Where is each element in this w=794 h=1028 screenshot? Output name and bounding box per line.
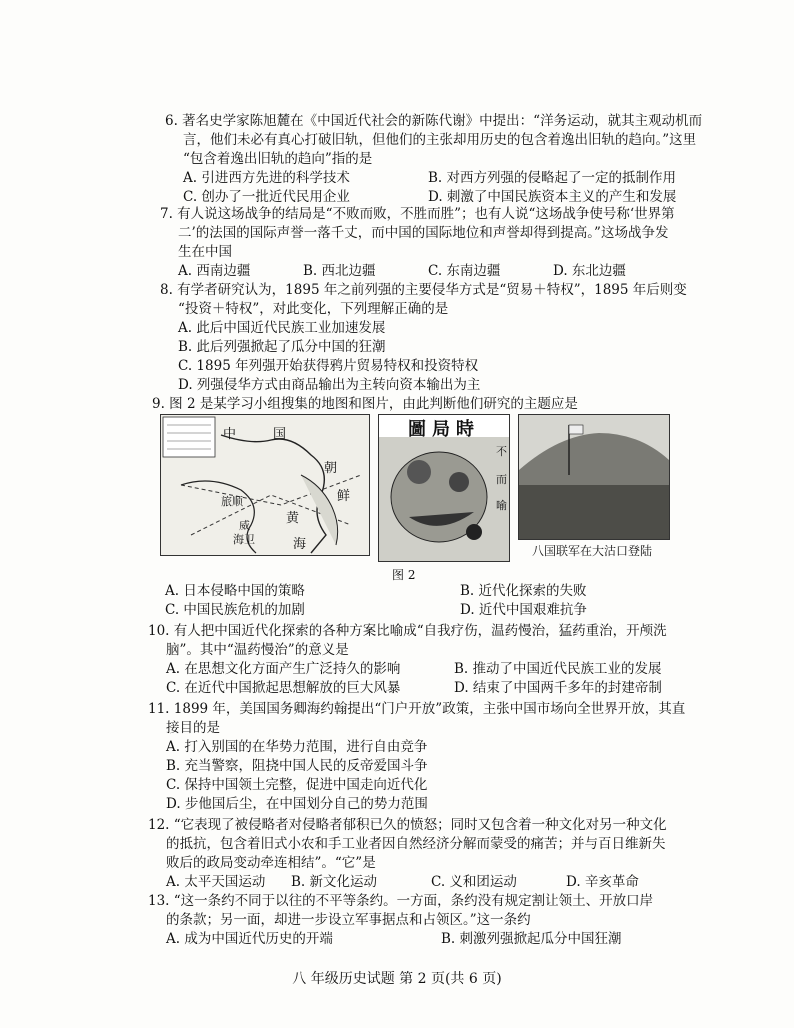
- cartoon-drawing: [379, 437, 509, 561]
- option-d: D. 近代中国艰难抗争: [460, 602, 587, 618]
- question-stem-line: 9. 图 2 是某学习小组搜集的地图和图片，由此判断他们研究的主题应是: [152, 396, 578, 412]
- option-d: D. 东北边疆: [553, 263, 626, 279]
- options: [165, 169, 725, 207]
- option-c: C. 创办了一批近代民用企业: [183, 189, 350, 205]
- question-stem-line: 的抵抗，包含着旧式小农和手工业者因自然经济分解而蒙受的痛苦；并与百日维新失: [166, 836, 666, 852]
- option-d: D. 列强侵华方式由商品输出为主转向资本输出为主: [178, 377, 481, 393]
- options: [165, 582, 725, 620]
- photo-drawing: [519, 415, 669, 539]
- options: [160, 262, 678, 281]
- map-image: [160, 414, 370, 556]
- option-a: A. 打入别国的在华势力范围，进行自由竞争: [166, 739, 428, 755]
- map-label: 国: [273, 427, 287, 442]
- option-c: C. 在近代中国掀起思想解放的巨大风暴: [166, 680, 401, 696]
- option-d: D. 步他国后尘，在中国划分自己的势力范围: [166, 796, 428, 812]
- question-stem-line: 12. “它表现了被侵略者对侵略者郁积已久的愤怒；同时又包含着一种文化对另一种文化: [148, 817, 667, 833]
- question-8: [160, 281, 725, 395]
- option-b: B. 此后列强掀起了瓜分中国的狂潮: [178, 339, 386, 355]
- option-a: A. 引进西方先进的科学技术: [183, 170, 350, 186]
- photo-image: [518, 414, 670, 540]
- question-stem-line: 7. 有人说这场战争的结局是“不败而败，不胜而胜”；也有人说“这场战争使号称‘世界第: [160, 206, 675, 222]
- question-stem-line: 生在中国: [178, 244, 232, 260]
- option-a: A. 此后中国近代民族工业加速发展: [178, 320, 386, 336]
- option-b: B. 充当警察，阻挠中国人民的反帝爱国斗争: [166, 758, 428, 774]
- option-a: A. 成为中国近代历史的开端: [166, 931, 333, 947]
- option-b: B. 推动了中国近代民族工业的发展: [454, 661, 662, 677]
- option-d: D. 结束了中国两千多年的封建帝制: [454, 680, 662, 696]
- question-stem-line: 言，他们未必有真心打破旧轨，但他们的主张却用历史的包含着逸出旧轨的趋向。”这里: [183, 132, 697, 148]
- cartoon-side-text: 而: [496, 473, 507, 486]
- question-stem-line: 13. “这一条约不同于以往的不平等条约。一方面，条约没有规定割让领土、开放口岸: [148, 893, 654, 909]
- cartoon-side-text: 喻: [496, 499, 507, 512]
- option-c: C. 1895 年列强开始获得鸦片贸易特权和投资特权: [178, 358, 479, 374]
- option-b: B. 西北边疆: [303, 263, 376, 279]
- map-label: 中: [223, 427, 237, 442]
- map-label: 黄: [286, 511, 300, 526]
- map-label: 海: [293, 537, 307, 552]
- option-d: D. 辛亥革命: [566, 874, 639, 890]
- option-c: C. 中国民族危机的加剧: [165, 602, 305, 618]
- option-c: C. 保持中国领土完整，促进中国走向近代化: [166, 777, 428, 793]
- option-a: A. 太平天国运动: [166, 874, 266, 890]
- options: [148, 873, 706, 892]
- question-stem-line: 脑”。其中“温药慢治”的意义是: [166, 642, 349, 658]
- question-stem-line: “包含着逸出旧轨的趋向”指的是: [183, 151, 373, 167]
- option-a: A. 在思想文化方面产生广泛持久的影响: [166, 661, 401, 677]
- option-d: D. 刺激了中国民族资本主义的产生和发展: [428, 189, 677, 205]
- figure-label: 图 2: [392, 568, 416, 582]
- map-label: 朝: [324, 461, 338, 476]
- question-stem-line: “投资＋特权”，对此变化，下列理解正确的是: [178, 301, 449, 317]
- question-stem-line: 接目的是: [166, 720, 220, 736]
- map-label: 威: [239, 519, 250, 532]
- option-c: C. 东南边疆: [428, 263, 501, 279]
- options: [148, 660, 728, 698]
- question-10: [148, 622, 728, 698]
- photo-caption: 八国联军在大沽口登陆: [532, 544, 653, 558]
- option-b: B. 新文化运动: [291, 874, 378, 890]
- options: [148, 930, 728, 949]
- question-stem-line: 8. 有学者研究认为，1895 年之前列强的主要侵华方式是“贸易＋特权”，1895 年后则变: [160, 282, 687, 298]
- map-label: 鲜: [337, 489, 351, 504]
- question-9-options: [165, 582, 725, 620]
- map-label: 旅顺: [221, 495, 243, 508]
- option-a: A. 日本侵略中国的策略: [165, 583, 305, 599]
- map-label: 海卫: [233, 533, 255, 546]
- question-stem-line: 败后的政局变动牵连相结”。“它”是: [166, 855, 376, 871]
- cartoon-side-text: 不: [496, 445, 507, 458]
- question-11: [148, 700, 728, 814]
- figure-2: [160, 414, 668, 564]
- option-a: A. 西南边疆: [178, 263, 251, 279]
- question-9: [152, 395, 722, 414]
- question-12: [148, 816, 728, 892]
- option-b: B. 刺激列强掀起瓜分中国狂潮: [441, 931, 622, 947]
- question-stem-line: 6. 著名史学家陈旭麓在《中国近代社会的新陈代谢》中提出：“洋务运动，就其主观动机而: [165, 113, 703, 129]
- cartoon-title: 圖局時: [379, 415, 509, 437]
- question-7: [160, 205, 725, 281]
- page-footer: 八 年级历史试题 第 2 页(共 6 页): [292, 971, 502, 987]
- cartoon-image: [378, 414, 510, 562]
- question-stem-line: 10. 有人把中国近代化探索的各种方案比喻成“自我疗伤，温药慢治，猛药重治，开颅洗: [148, 623, 667, 639]
- question-stem-line: 的条款；另一面，却进一步设立军事据点和占领区。”这一条约: [166, 912, 531, 928]
- question-6: [165, 112, 725, 207]
- question-stem-line: 二’的法国的国际声誉一落千丈，而中国的国际地位和声誉却得到提高。”这场战争发: [178, 225, 669, 241]
- option-c: C. 义和团运动: [431, 874, 517, 890]
- option-b: B. 近代化探索的失败: [460, 583, 587, 599]
- question-stem-line: 11. 1899 年，美国国务卿海约翰提出“门户开放”政策，主张中国市场向全世界开放，其直: [148, 701, 686, 717]
- option-b: B. 对西方列强的侵略起了一定的抵制作用: [428, 170, 677, 186]
- question-13: [148, 892, 728, 949]
